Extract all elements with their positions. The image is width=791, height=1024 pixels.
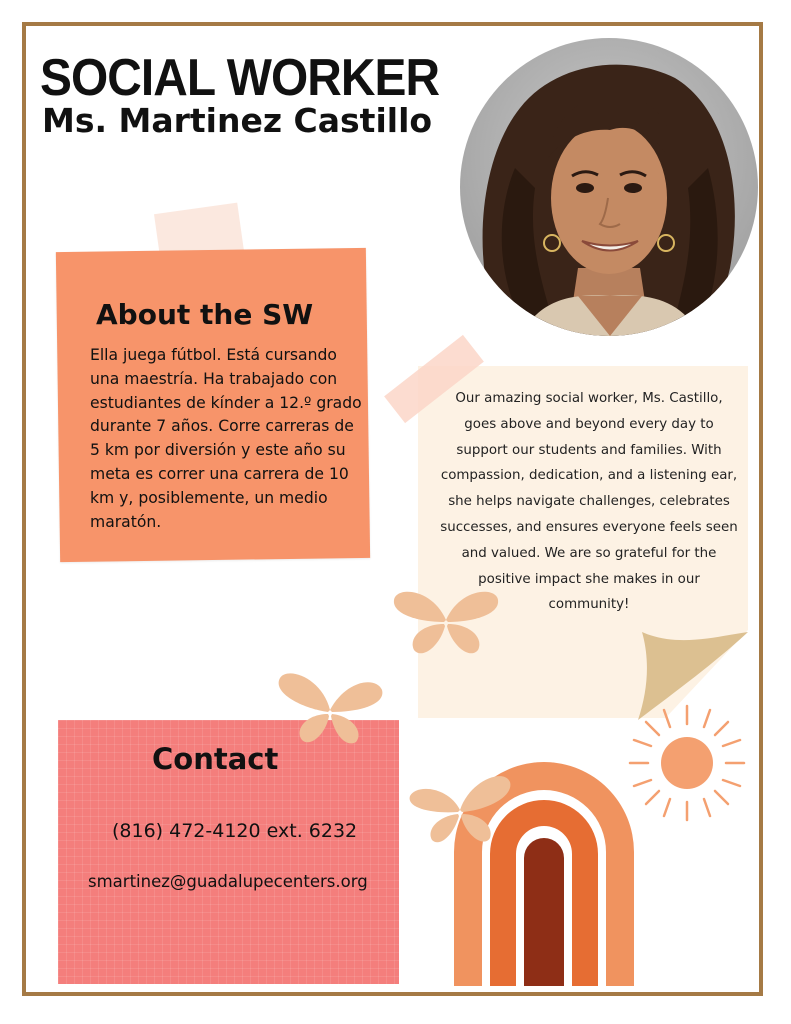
- butterfly-icon: [392, 580, 500, 658]
- butterfly-icon: [408, 770, 512, 850]
- sun-icon: [624, 700, 750, 826]
- butterfly-icon: [276, 668, 384, 748]
- portrait-photo: [460, 38, 758, 336]
- staff-name: Ms. Martinez Castillo: [42, 101, 433, 140]
- contact-email[interactable]: smartinez@guadalupecenters.org: [88, 872, 368, 891]
- quote-text: Our amazing social worker, Ms. Castillo, goes above and beyond every day to support our students and families. With compassion, dedication, and a listening ear, she helps navigate challenges, celebrates successes, and ensures everyone feels seen and valued. We are so grateful for the positive impact she makes in our community!: [440, 391, 738, 613]
- contact-heading: Contact: [152, 742, 279, 776]
- about-text: Ella juega fútbol. Está cursando una maestría. Ha trabajado con estudiantes de kínder a 12.º grado durante 7 años. Corre carreras de 5 km por diversión y este año su meta es correr una carrera de 10 km y, posiblemente, un medio maratón.: [90, 346, 362, 531]
- about-heading: About the SW: [96, 298, 314, 331]
- page-title: SOCIAL WORKER: [40, 49, 440, 107]
- contact-phone[interactable]: (816) 472-4120 ext. 6232: [112, 820, 358, 842]
